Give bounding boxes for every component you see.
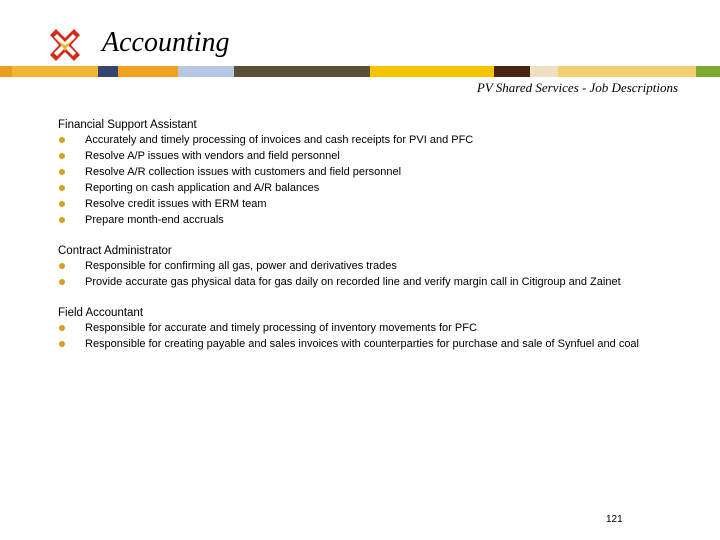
list-item-text: Resolve credit issues with ERM team bbox=[85, 198, 267, 210]
bullet-icon bbox=[59, 263, 65, 269]
bullet-icon bbox=[59, 169, 65, 175]
bar-segment bbox=[494, 66, 530, 77]
list-item bbox=[58, 132, 698, 148]
list-item-text: Resolve A/P issues with vendors and field personnel bbox=[85, 150, 340, 162]
list-item bbox=[58, 180, 698, 196]
list-item-text: Resolve A/R collection issues with customers and field personnel bbox=[85, 166, 402, 178]
bar-segment bbox=[696, 66, 720, 77]
list-item bbox=[58, 336, 698, 352]
bullet-icon bbox=[59, 325, 65, 331]
bar-segment bbox=[0, 66, 12, 77]
bar-segment bbox=[98, 66, 118, 77]
bullet-list bbox=[58, 258, 698, 290]
bullet-icon bbox=[59, 279, 65, 285]
bar-segment bbox=[558, 66, 696, 77]
section-title: Financial Support Assistant bbox=[58, 119, 197, 131]
section-title: Contract Administrator bbox=[58, 245, 172, 257]
bar-segment bbox=[118, 66, 178, 77]
section-financial-support-assistant bbox=[58, 118, 698, 228]
page-subtitle: PV Shared Services - Job Descriptions bbox=[476, 80, 678, 95]
list-item-text: Responsible for confirming all gas, power and derivatives trades bbox=[85, 260, 397, 272]
section-field-accountant bbox=[58, 306, 698, 352]
bar-segment bbox=[370, 66, 494, 77]
bar-segment bbox=[178, 66, 234, 77]
bar-segment bbox=[12, 66, 98, 77]
company-logo-icon bbox=[44, 25, 86, 65]
section-contract-administrator bbox=[58, 244, 698, 290]
list-item bbox=[58, 212, 698, 228]
header-color-bar bbox=[0, 66, 720, 77]
bullet-icon bbox=[59, 153, 65, 159]
bullet-list bbox=[58, 132, 698, 228]
page-title: Accounting bbox=[102, 27, 230, 58]
page-number: 121 bbox=[606, 514, 623, 525]
list-item-text: Responsible for creating payable and sales invoices with counterparties for purchase and sale of Synfuel and coal bbox=[85, 338, 639, 350]
list-item-text: Accurately and timely processing of invoices and cash receipts for PVI and PFC bbox=[85, 134, 474, 146]
bullet-icon bbox=[59, 185, 65, 191]
list-item bbox=[58, 196, 698, 212]
job-descriptions bbox=[58, 118, 698, 368]
list-item-text: Reporting on cash application and A/R balances bbox=[85, 182, 320, 194]
list-item-text: Responsible for accurate and timely processing of inventory movements for PFC bbox=[85, 322, 477, 334]
list-item bbox=[58, 258, 698, 274]
list-item-text: Prepare month-end accruals bbox=[85, 214, 224, 226]
section-title: Field Accountant bbox=[58, 307, 144, 319]
bullet-list bbox=[58, 320, 698, 352]
list-item bbox=[58, 164, 698, 180]
bullet-icon bbox=[59, 217, 65, 223]
bullet-icon bbox=[59, 201, 65, 207]
bar-segment bbox=[234, 66, 370, 77]
bullet-icon bbox=[59, 341, 65, 347]
bullet-icon bbox=[59, 137, 65, 143]
list-item-text: Provide accurate gas physical data for gas daily on recorded line and verify margin call in Citigroup and Zainet bbox=[85, 276, 621, 288]
list-item bbox=[58, 320, 698, 336]
bar-segment bbox=[530, 66, 558, 77]
list-item bbox=[58, 274, 698, 290]
list-item bbox=[58, 148, 698, 164]
